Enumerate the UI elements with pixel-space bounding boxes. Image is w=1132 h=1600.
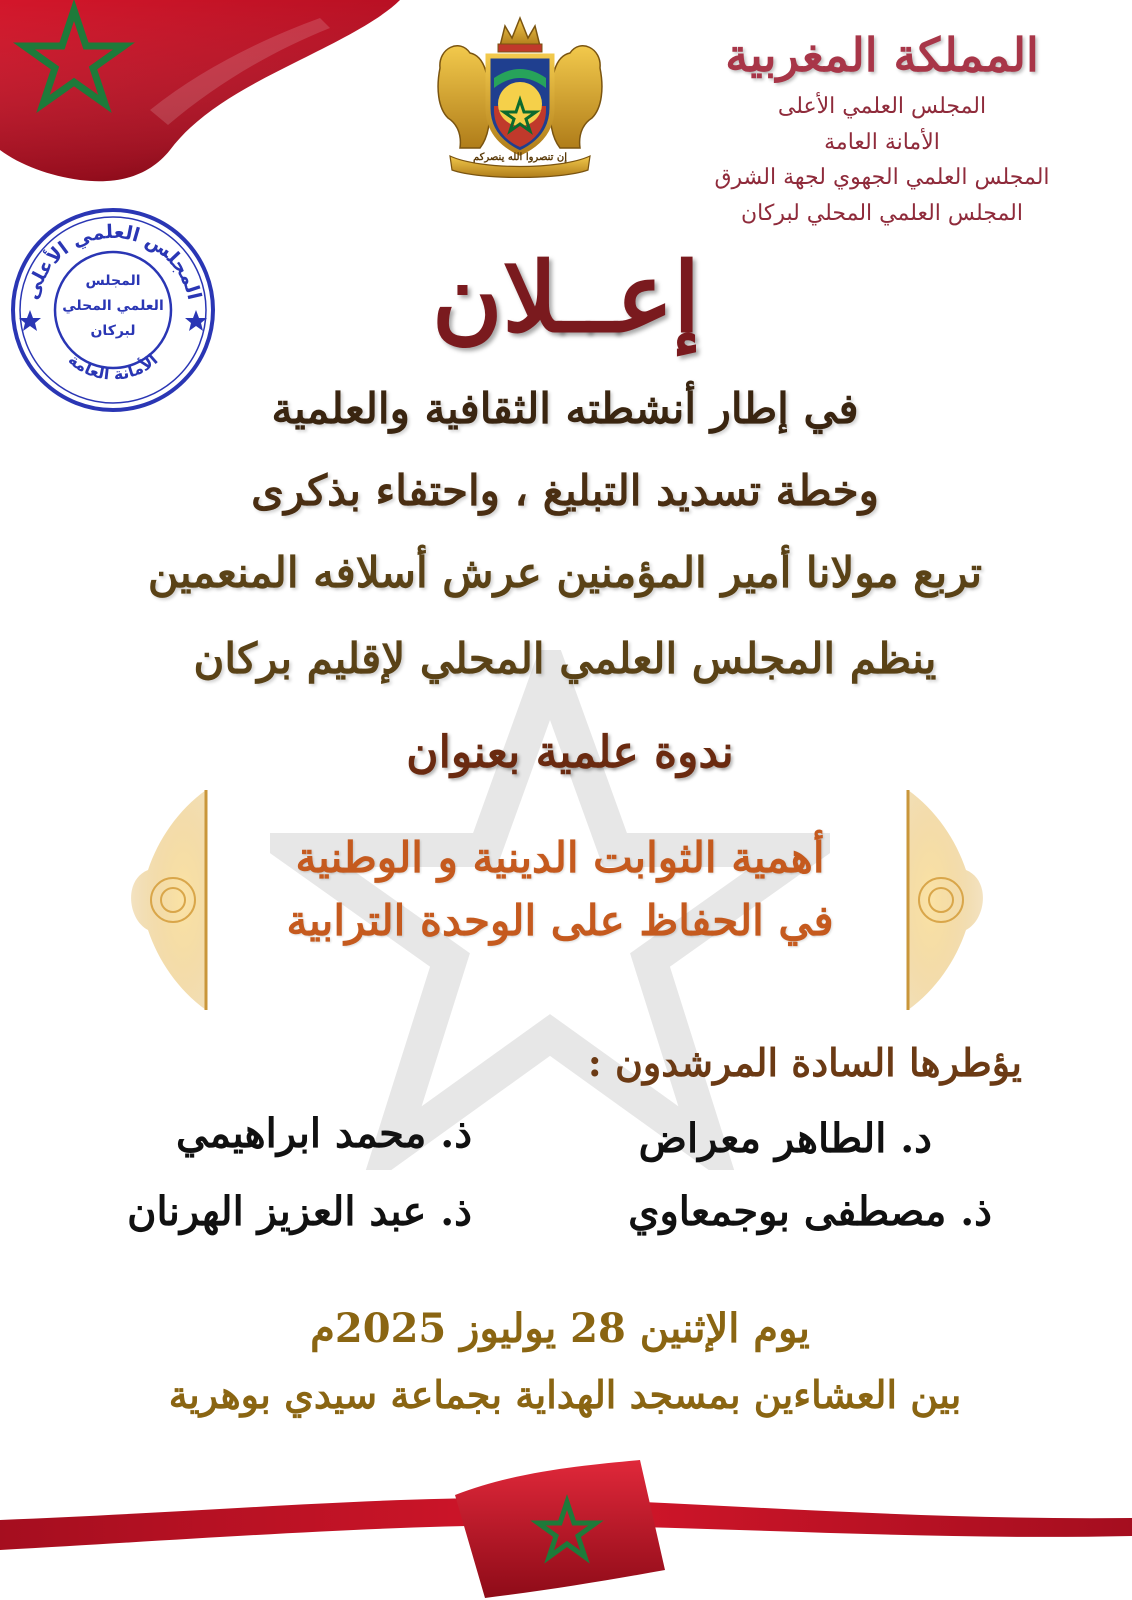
- stamp-inner-2: العلمي المحلي: [62, 298, 164, 314]
- kingdom-name: المملكة المغربية: [725, 28, 1039, 82]
- stamp-inner-1: المجلس: [85, 273, 141, 289]
- intro-line-4: ينظم المجلس العلمي المحلي لإقليم بركان: [193, 634, 937, 683]
- topic-line-1: أهمية الثوابت الدينية و الوطنية: [295, 833, 825, 882]
- event-place: بين العشاءين بمسجد الهداية بجماعة سيدي بوهرية: [168, 1372, 962, 1417]
- intro-line-3: تربع مولانا أمير المؤمنين عرش أسلافه المنعمين: [147, 548, 983, 597]
- svg-text:الأمانة العامة: [65, 350, 162, 384]
- moroccan-flag-bottom: [0, 1440, 1132, 1600]
- stamp-outer-text: المجلس العلمي الأعلى: [20, 220, 206, 303]
- emblem-motto: إن تنصروا الله ينصركم: [472, 152, 568, 163]
- speaker-3: ذ. مصطفى بوجمعاوي: [628, 1188, 992, 1235]
- event-date: يوم الإثنين 28 يوليوز 2025م: [310, 1305, 810, 1352]
- header-line-2: الأمانة العامة: [824, 129, 940, 155]
- ornament-left-icon: [118, 790, 208, 1010]
- seminar-topic: [200, 826, 920, 952]
- stamp-inner-3: لبركان: [90, 323, 136, 339]
- stamp-bottom-text: الأمانة العامة: [64, 349, 162, 384]
- header-line-3: المجلس العلمي الجهوي لجهة الشرق: [714, 165, 1050, 191]
- speaker-1: د. الطاهر معراض: [638, 1115, 932, 1162]
- header-line-1: المجلس العلمي الأعلى: [777, 94, 987, 120]
- moderators-label: يؤطرها السادة المرشدون :: [587, 1040, 1022, 1085]
- header-line-4: المجلس العلمي المحلي لبركان: [741, 201, 1023, 227]
- intro-line-1: في إطار أنشطته الثقافية والعلمية: [271, 384, 859, 433]
- announcement-title: إعــلان: [432, 241, 700, 354]
- speaker-2: ذ. محمد ابراهيمي: [175, 1110, 472, 1157]
- event-type: ندوة علمية بعنوان: [406, 727, 734, 778]
- institution-header: [702, 28, 1062, 232]
- topic-line-2: في الحفاظ على الوحدة الترابية: [286, 896, 834, 945]
- moroccan-flag-top: [0, 0, 420, 200]
- speaker-4: ذ. عبد العزيز الهرنان: [127, 1188, 472, 1235]
- intro-line-2: وخطة تسديد التبليغ ، واحتفاء بذكرى: [251, 466, 879, 515]
